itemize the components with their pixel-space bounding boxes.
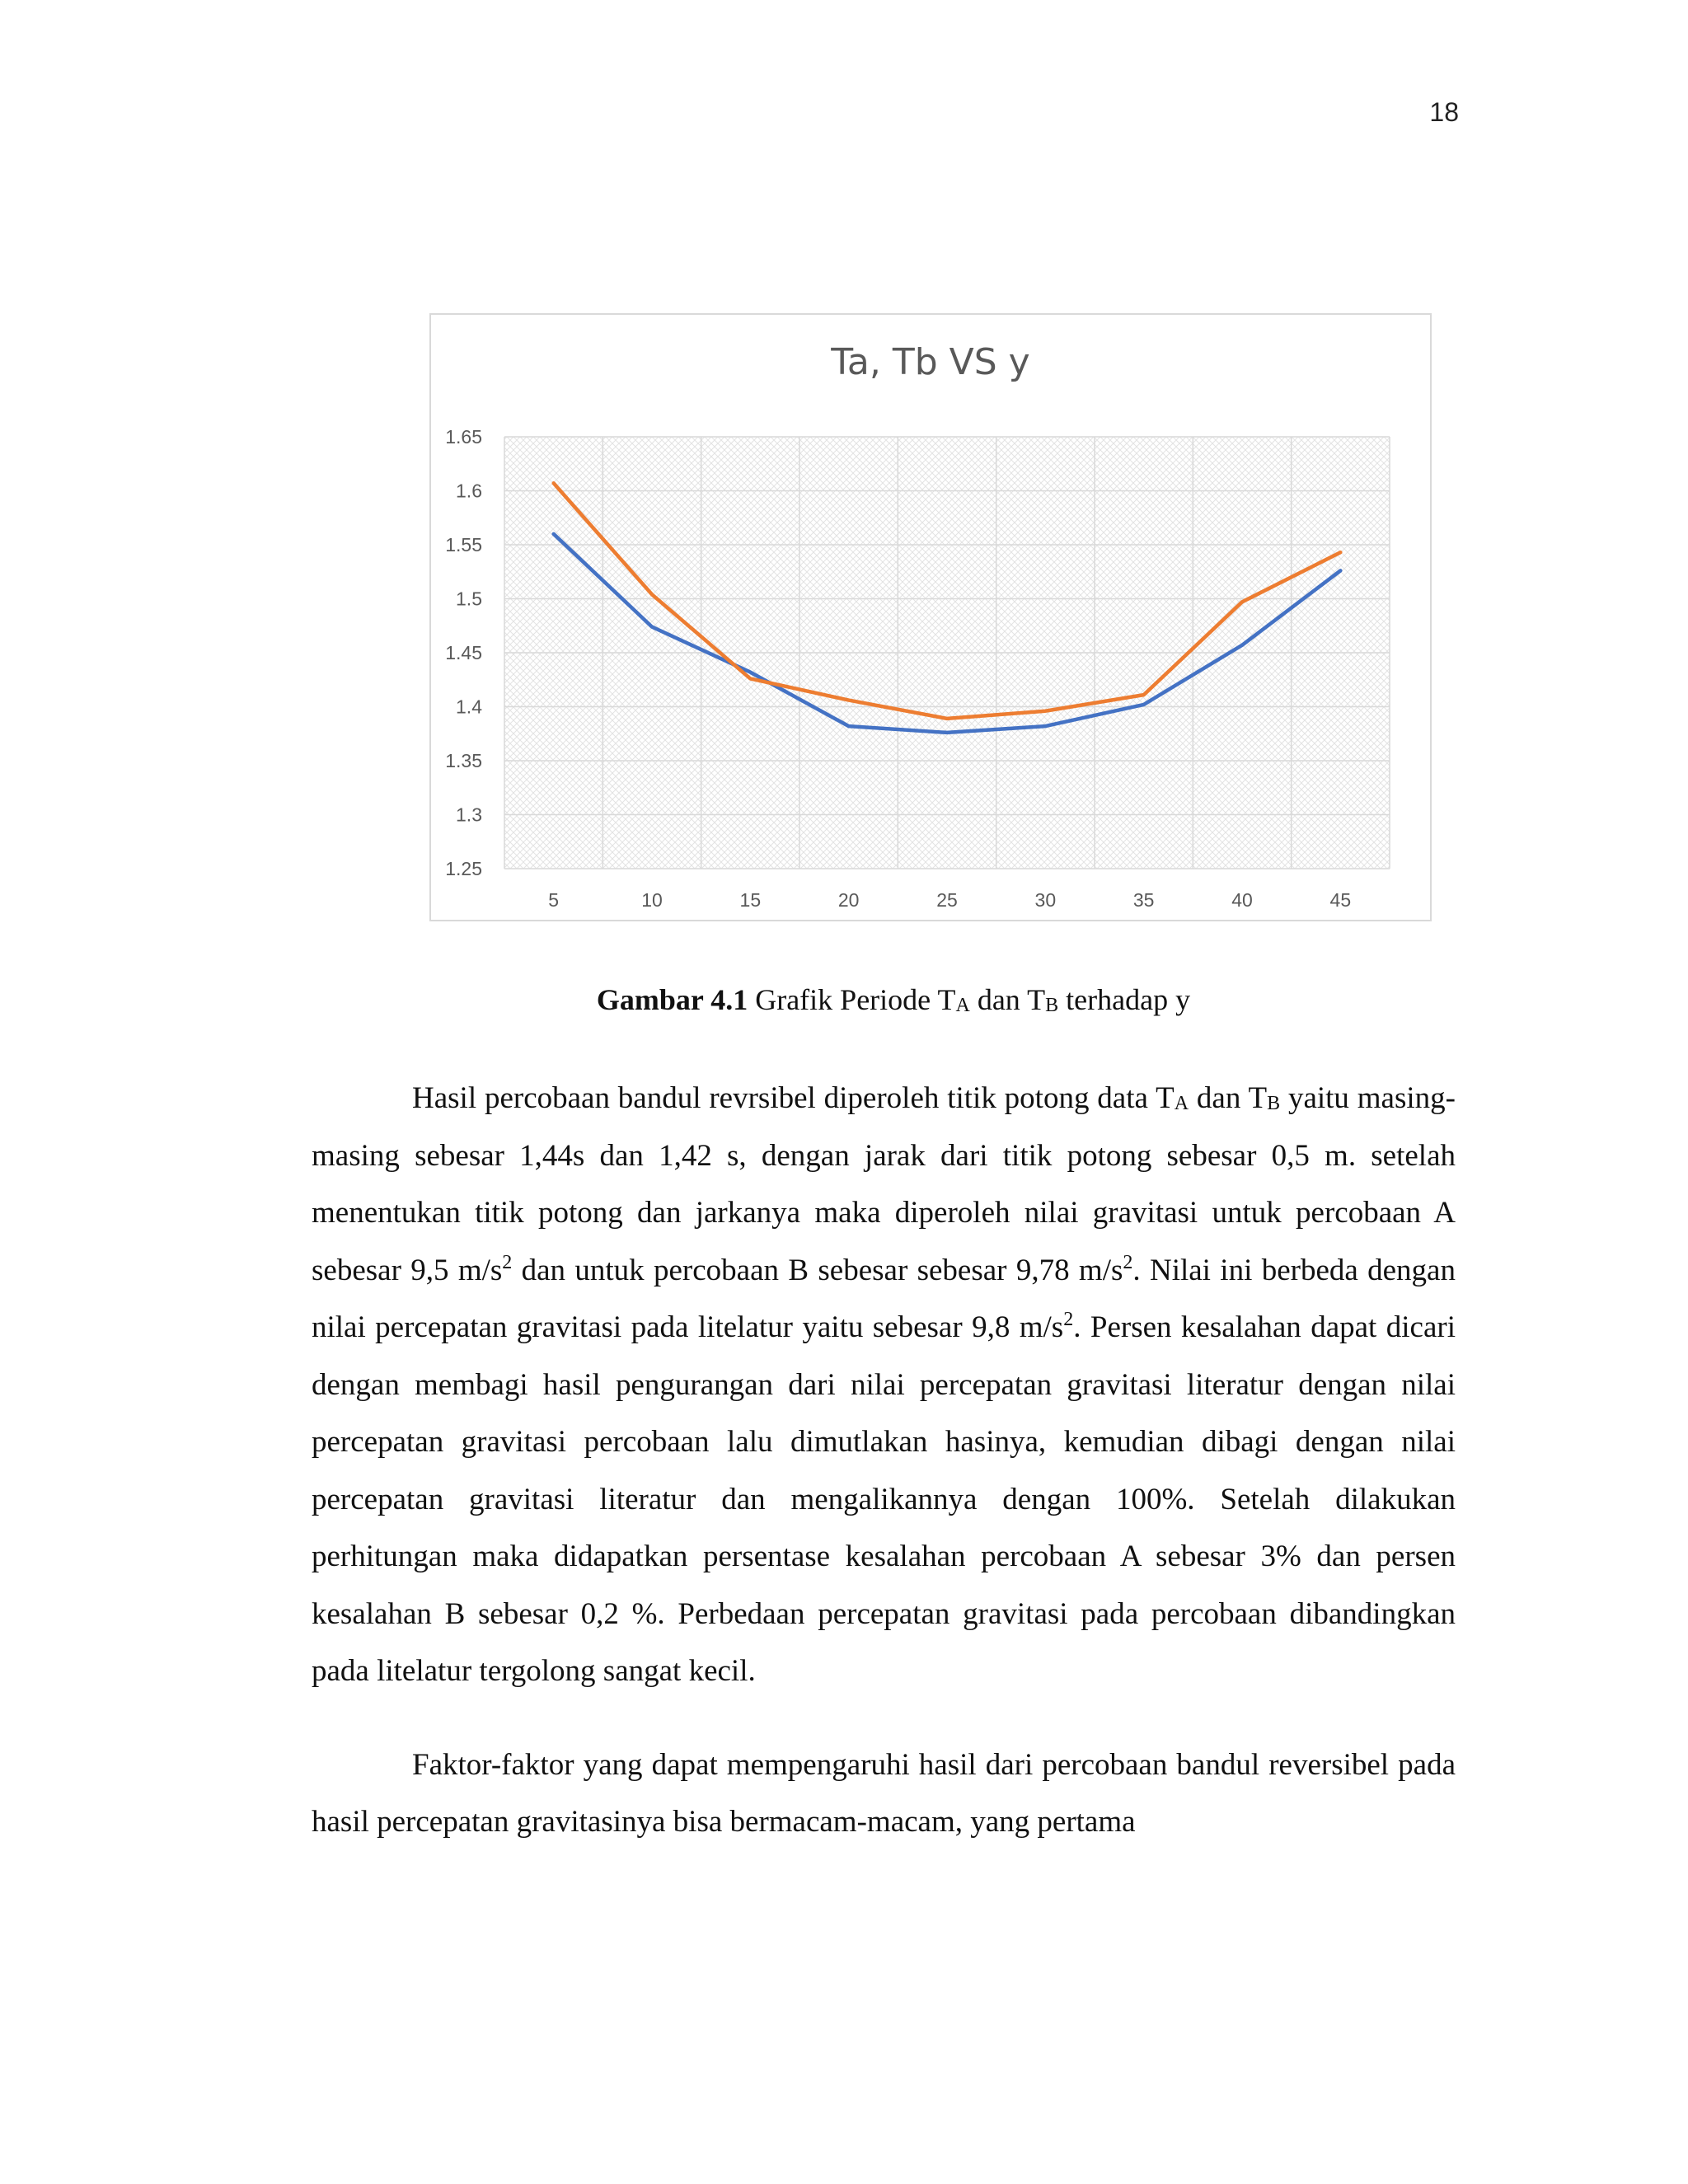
caption-sub-b: B: [1045, 995, 1059, 1016]
x-tick-label: 15: [739, 889, 762, 911]
chart: [429, 313, 1432, 921]
y-tick-label: 1.4: [456, 696, 482, 718]
page-number: 18: [1429, 97, 1459, 127]
caption-text-1: Grafik Periode T: [755, 983, 956, 1016]
chart-svg: [431, 315, 1430, 920]
x-axis: [548, 889, 1351, 911]
caption-label: Gambar 4.1: [596, 983, 748, 1016]
y-tick-label: 1.55: [445, 534, 482, 555]
caption-text-2: dan T: [969, 983, 1046, 1016]
p1-seg-2: dan T: [1189, 1081, 1268, 1115]
x-tick-label: 10: [641, 889, 663, 911]
x-tick-label: 30: [1034, 889, 1057, 911]
figure-caption: [0, 982, 1688, 1017]
y-tick-label: 1.65: [445, 426, 482, 448]
x-tick-label: 5: [548, 889, 560, 911]
p1-seg-6: . Persen kesalahan dapat dicari dengan membagi hasil pengurangan dari nilai percepatan gravitasi literatur dengan nilai percepatan gravitasi percobaan lalu dimutlakan hasinya, kemudian dibagi dengan nilai percepatan gravitasi literatur dan mengalikannya dengan 100%. Setelah dilakukan perhitungan maka didapatkan persentase kesalahan percobaan A sebesar 3% dan persen kesalahan B sebesar 0,2 %. Perbedaan percepatan gravitasi pada percobaan dibandingkan pada litelatur tergolong sangat kecil.: [312, 1310, 1456, 1688]
y-tick-label: 1.35: [445, 750, 482, 771]
x-tick-label: 25: [936, 889, 958, 911]
body-text: [312, 1070, 1456, 1851]
paragraph-2: Faktor-faktor yang dapat mempengaruhi hasil dari percobaan bandul reversibel pada hasil percepatan gravitasinya bisa bermacam-macam, yang pertama: [312, 1747, 1456, 1839]
caption-text-3: terhadap y: [1058, 983, 1191, 1016]
y-tick-label: 1.45: [445, 642, 482, 663]
y-tick-label: 1.6: [456, 480, 482, 502]
y-tick-label: 1.5: [456, 588, 482, 610]
p1-seg-1: Hasil percobaan bandul revrsibel diperoleh titik potong data T: [412, 1081, 1175, 1115]
p1-seg-3: yaitu masing-masing sebesar 1,44s dan 1,42 s, dengan jarak dari titik potong sebesar 0,5 m. setelah menentukan titik potong dan jarkanya maka diperoleh nilai gravitasi untuk percobaan A sebesar 9,5 m/s: [312, 1081, 1456, 1287]
y-axis: [445, 426, 482, 879]
p1-sup-3: 2: [1063, 1309, 1074, 1330]
p1-sup-1: 2: [502, 1251, 513, 1273]
chart-title: Ta, Tb VS y: [831, 341, 1030, 383]
x-tick-label: 35: [1132, 889, 1155, 911]
p1-seg-5: . Nilai ini berbeda dengan nilai percepatan gravitasi pada litelatur yaitu sebesar 9,8 m/s: [312, 1253, 1456, 1344]
y-tick-label: 1.3: [456, 804, 482, 826]
paragraph-1: [312, 1070, 1456, 1700]
x-tick-label: 45: [1329, 889, 1352, 911]
x-tick-label: 20: [837, 889, 860, 911]
p1-sub-b: B: [1267, 1093, 1281, 1114]
x-tick-label: 40: [1231, 889, 1253, 911]
p1-seg-4: dan untuk percobaan B sebesar sebesar 9,78 m/s: [512, 1253, 1123, 1287]
p1-sup-2: 2: [1123, 1251, 1133, 1273]
y-tick-label: 1.25: [445, 858, 482, 879]
caption-sub-a: A: [955, 995, 970, 1016]
p1-sub-a: A: [1174, 1093, 1189, 1114]
